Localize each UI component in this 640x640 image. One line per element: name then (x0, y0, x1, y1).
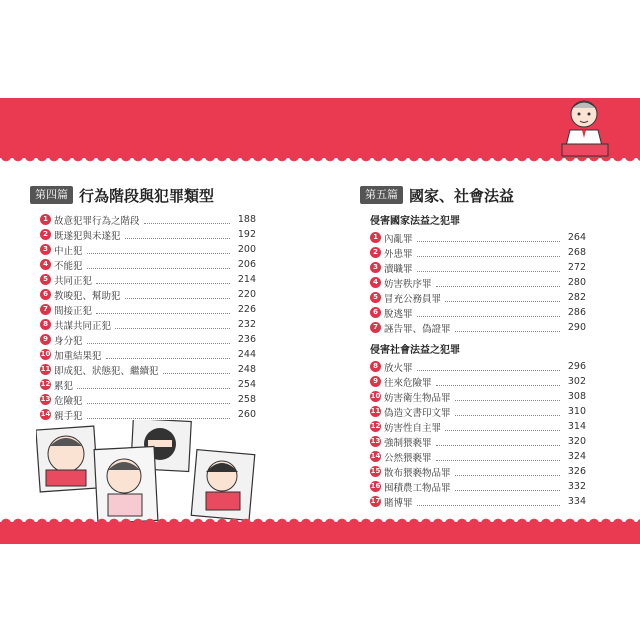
entry-number-badge: 11 (40, 365, 51, 373)
dot-leader (455, 482, 560, 491)
entry-label: 偽造文書印文罪 (384, 407, 451, 419)
dot-leader (455, 392, 560, 401)
society-crimes-list (360, 359, 586, 509)
chapter-title: 國家、社會法益 (409, 186, 515, 205)
toc-entry (40, 212, 256, 227)
entry-label: 妨害衛生物品罪 (384, 392, 451, 404)
dot-leader (96, 275, 230, 284)
toc-entry (40, 377, 256, 392)
toc-entry (40, 227, 256, 242)
entry-page-number: 282 (567, 292, 586, 303)
entry-number-badge: 10 (370, 392, 381, 400)
dot-leader (87, 260, 230, 269)
entry-number-badge: 9 (370, 376, 381, 387)
dot-leader (417, 308, 560, 317)
entry-page-number: 232 (237, 319, 256, 330)
toc-entry (40, 332, 256, 347)
left-toc-column (30, 184, 256, 422)
entry-label: 累犯 (54, 380, 74, 392)
entry-page-number: 272 (567, 262, 586, 273)
entry-number-badge: 17 (370, 497, 381, 505)
entry-page-number: 286 (567, 307, 586, 318)
entry-label: 散布猥褻物品罪 (384, 467, 451, 479)
dot-leader (144, 215, 230, 224)
dot-leader (417, 497, 560, 506)
dot-leader (87, 245, 230, 254)
entry-page-number: 314 (567, 421, 586, 432)
entry-page-number: 260 (237, 409, 256, 420)
entry-label: 親手犯 (54, 410, 83, 422)
entry-page-number: 280 (567, 277, 586, 288)
toc-entry (370, 464, 586, 479)
entry-label: 共謀共同正犯 (54, 320, 112, 332)
dot-leader (417, 263, 560, 272)
toc-entry (370, 305, 586, 320)
right-toc-column (360, 184, 586, 509)
table-of-contents-spread (0, 160, 640, 520)
section-heading-society: 侵害社會法益之犯罪 (370, 345, 460, 356)
toc-entry (40, 317, 256, 332)
dot-leader (106, 350, 230, 359)
entry-page-number: 188 (237, 214, 256, 225)
entry-page-number: 290 (567, 322, 586, 333)
entry-label: 囤積農工物品罪 (384, 482, 451, 494)
entry-page-number: 326 (567, 466, 586, 477)
entry-page-number: 332 (567, 481, 586, 492)
chapter-four-heading (30, 184, 256, 206)
dot-leader (125, 290, 230, 299)
entry-number-badge: 6 (40, 289, 51, 300)
entry-number-badge: 3 (370, 262, 381, 273)
dot-leader (115, 320, 230, 329)
bottom-red-band (0, 522, 640, 544)
entry-page-number: 226 (237, 304, 256, 315)
entry-number-badge: 5 (40, 274, 51, 285)
entry-label: 妨害秩序罪 (384, 278, 432, 290)
entry-number-badge: 13 (40, 395, 51, 403)
entry-number-badge: 13 (370, 437, 381, 445)
dot-leader (445, 293, 560, 302)
chapter-badge: 第五篇 (360, 186, 403, 204)
entry-number-badge: 8 (370, 361, 381, 372)
toc-entry (370, 230, 586, 245)
entry-page-number: 302 (567, 376, 586, 387)
dot-leader (96, 305, 230, 314)
toc-entry (370, 404, 586, 419)
dot-leader (445, 422, 560, 431)
toc-entry (370, 434, 586, 449)
entry-page-number: 220 (237, 289, 256, 300)
entry-page-number: 206 (237, 259, 256, 270)
toc-entry (370, 320, 586, 335)
dot-leader (455, 323, 560, 332)
dot-leader (163, 365, 230, 374)
entry-number-badge: 6 (370, 307, 381, 318)
entry-number-badge: 12 (40, 380, 51, 388)
entry-number-badge: 8 (40, 319, 51, 330)
toc-entry (40, 347, 256, 362)
toc-entry (40, 362, 256, 377)
entry-number-badge: 2 (370, 247, 381, 258)
section-heading-state: 侵害國家法益之犯罪 (370, 216, 460, 227)
entry-label: 故意犯罪行為之階段 (54, 215, 140, 227)
entry-number-badge: 7 (40, 304, 51, 315)
entry-label: 冒充公務員罪 (384, 293, 442, 305)
dot-leader (436, 437, 560, 446)
dot-leader (455, 407, 560, 416)
entry-number-badge: 2 (40, 229, 51, 240)
top-red-band (0, 98, 640, 158)
entry-number-badge: 16 (370, 482, 381, 490)
toc-entry (370, 275, 586, 290)
left-toc-list (30, 212, 256, 422)
entry-label: 既遂犯與未遂犯 (54, 230, 121, 242)
entry-label: 強制猥褻罪 (384, 437, 432, 449)
entry-label: 教唆犯、幫助犯 (54, 290, 121, 302)
entry-number-badge: 7 (370, 322, 381, 333)
toc-entry (40, 392, 256, 407)
teacher-cartoon-illustration (556, 96, 616, 158)
dot-leader (455, 467, 560, 476)
entry-number-badge: 1 (40, 214, 51, 225)
entry-page-number: 248 (237, 364, 256, 375)
entry-number-badge: 5 (370, 292, 381, 303)
entry-label: 妨害性自主罪 (384, 422, 442, 434)
entry-label: 即成犯、狀態犯、繼續犯 (54, 365, 159, 377)
entry-page-number: 268 (567, 247, 586, 258)
entry-label: 公然猥褻罪 (384, 452, 432, 464)
entry-number-badge: 14 (370, 452, 381, 460)
entry-number-badge: 11 (370, 407, 381, 415)
dot-leader (87, 395, 230, 404)
entry-page-number: 310 (567, 406, 586, 417)
entry-label: 不能犯 (54, 260, 83, 272)
entry-label: 間接正犯 (54, 305, 93, 317)
toc-entry (40, 242, 256, 257)
toc-entry (40, 302, 256, 317)
toc-entry (370, 389, 586, 404)
entry-label: 往來危險罪 (384, 377, 432, 389)
chapter-title: 行為階段與犯罪類型 (79, 186, 215, 205)
entry-page-number: 334 (567, 496, 586, 507)
chapter-badge: 第四篇 (30, 186, 73, 204)
bottom-band-scallop (0, 516, 640, 524)
entry-label: 放火罪 (384, 362, 413, 374)
entry-label: 加重結果犯 (54, 350, 102, 362)
dot-leader (417, 248, 560, 257)
cartoon-characters-illustration (36, 420, 258, 530)
entry-label: 共同正犯 (54, 275, 93, 287)
entry-number-badge: 10 (40, 350, 51, 358)
toc-entry (40, 287, 256, 302)
toc-entry (370, 419, 586, 434)
entry-number-badge: 4 (370, 277, 381, 288)
entry-number-badge: 12 (370, 422, 381, 430)
dot-leader (436, 452, 560, 461)
toc-entry (370, 374, 586, 389)
toc-entry (40, 272, 256, 287)
entry-number-badge: 1 (370, 232, 381, 243)
toc-entry (370, 245, 586, 260)
entry-page-number: 192 (237, 229, 256, 240)
entry-label: 脫逃罪 (384, 308, 413, 320)
entry-page-number: 236 (237, 334, 256, 345)
toc-entry (370, 479, 586, 494)
entry-page-number: 258 (237, 394, 256, 405)
entry-number-badge: 4 (40, 259, 51, 270)
entry-number-badge: 3 (40, 244, 51, 255)
dot-leader (77, 380, 230, 389)
entry-label: 賭博罪 (384, 497, 413, 509)
dot-leader (436, 278, 560, 287)
dot-leader (87, 335, 230, 344)
state-crimes-list (360, 230, 586, 335)
entry-page-number: 200 (237, 244, 256, 255)
dot-leader (417, 362, 560, 371)
dot-leader (87, 410, 230, 419)
entry-page-number: 324 (567, 451, 586, 462)
entry-number-badge: 14 (40, 410, 51, 418)
entry-label: 中止犯 (54, 245, 83, 257)
dot-leader (417, 233, 560, 242)
entry-number-badge: 9 (40, 334, 51, 345)
dot-leader (125, 230, 230, 239)
entry-label: 內亂罪 (384, 233, 413, 245)
chapter-five-heading (360, 184, 586, 206)
entry-label: 危險犯 (54, 395, 83, 407)
entry-page-number: 254 (237, 379, 256, 390)
entry-label: 外患罪 (384, 248, 413, 260)
entry-page-number: 214 (237, 274, 256, 285)
entry-label: 瀆職罪 (384, 263, 413, 275)
entry-page-number: 264 (567, 232, 586, 243)
entry-label: 身分犯 (54, 335, 83, 347)
dot-leader (436, 377, 560, 386)
entry-page-number: 244 (237, 349, 256, 360)
entry-page-number: 320 (567, 436, 586, 447)
toc-entry (370, 449, 586, 464)
entry-page-number: 308 (567, 391, 586, 402)
toc-entry (370, 260, 586, 275)
entry-number-badge: 15 (370, 467, 381, 475)
toc-entry (370, 494, 586, 509)
entry-page-number: 296 (567, 361, 586, 372)
toc-entry (370, 290, 586, 305)
entry-label: 誣告罪、偽證罪 (384, 323, 451, 335)
toc-entry (370, 359, 586, 374)
toc-entry (40, 257, 256, 272)
